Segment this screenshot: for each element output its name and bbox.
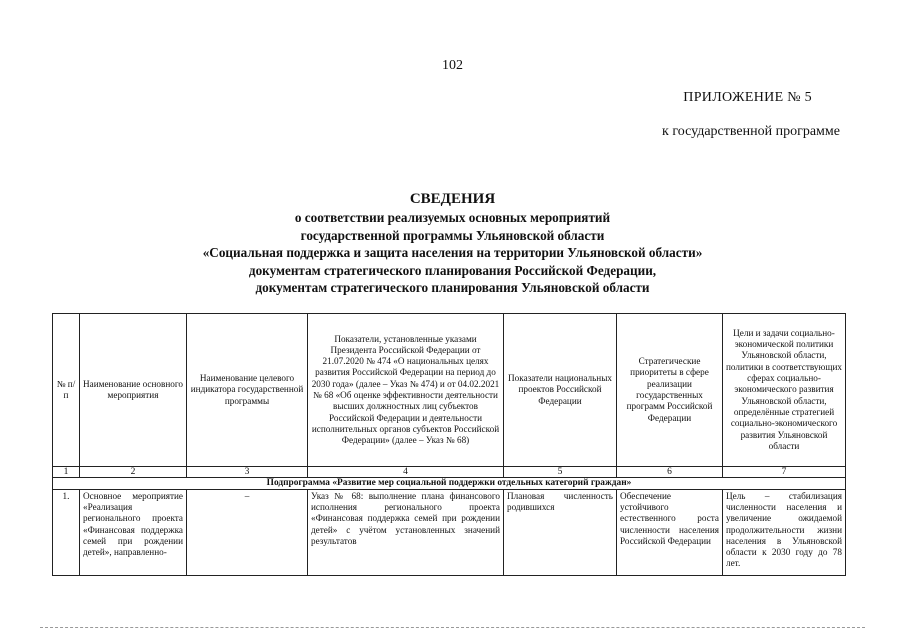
document-title-line: документам стратегического планирования Ульяновской области [255,280,650,295]
document-title-line: о соответствии реализуемых основных мероприятий [294,210,611,225]
column-header: № п/п [53,314,80,467]
national-projects-cell: Плановая численность родившихся [504,490,617,576]
column-header: Наименование основного мероприятия [80,314,187,467]
document-title-block [0,190,905,297]
page-bottom-divider [40,627,865,628]
priorities-cell: Обеспечение устойчивого естественного роста численности населения Российской Федерации [617,490,723,576]
appendix-subtitle: к государственной программе [662,124,840,139]
subprogram-title: Подпрограмма «Развитие мер социальной поддержки отдельных категорий граждан» [53,478,846,490]
compliance-table [52,313,846,576]
column-header: Наименование целевого индикатора государственной программы [187,314,308,467]
measure-cell: Основное мероприятие «Реализация регионального проекта «Финансовая поддержка семей при рождении детей», направленно- [80,490,187,576]
column-number: 2 [80,467,187,478]
column-header: Цели и задачи социально-экономической политики Ульяновской области, политики в соответствующих сферах социально-экономического развития Ульяновской области, определённые стратегией социально-экономического развития Ульяновской области [723,314,846,467]
column-number: 5 [504,467,617,478]
document-title-line: «Социальная поддержка и защита населения на территории Ульяновской области» [202,245,703,260]
column-header: Стратегические приоритеты в сфере реализации государственных программ Российской Федерации [617,314,723,467]
document-title-line: документам стратегического планирования Российской Федерации, [248,262,657,278]
subprogram-row [53,478,846,490]
column-header: Показатели национальных проектов Российской Федерации [504,314,617,467]
page-number: 102 [442,58,463,73]
column-header: Показатели, установленные указами Президента Российской Федерации от 21.07.2020 № 474 «О национальных целях развития Российской Федерации на период до 2030 года» (далее – Указ № 474) и от 04.02.2021 № 68 «Об оценке эффективности деятельности высших должностных лиц субъектов Российской Федерации и деятельности исполнительных органов субъектов Российской Федерации» (далее – Указ № 68) [308,314,504,467]
column-number: 6 [617,467,723,478]
column-number: 1 [53,467,80,478]
document-title-line: государственной программы Ульяновской области [300,227,605,243]
document-title: СВЕДЕНИЯ [409,191,496,207]
column-number-row [53,467,846,478]
row-number: 1. [53,490,80,576]
appendix-title: ПРИЛОЖЕНИЕ № 5 [683,90,812,105]
table-row [53,490,846,576]
indicator-cell: – [187,490,308,576]
table-header-row [53,314,846,467]
decrees-cell: Указ № 68: выполнение плана финансового исполнения регионального проекта «Финансовая поддержка семей при рождении детей» с учётом установленных значений результатов [308,490,504,576]
column-number: 7 [723,467,846,478]
column-number: 3 [187,467,308,478]
column-number: 4 [308,467,504,478]
goals-cell: Цель – стабилизация численности населения и увеличение ожидаемой продолжительности жизни населения в Ульяновской области к 2030 году до 78 лет. [723,490,846,576]
